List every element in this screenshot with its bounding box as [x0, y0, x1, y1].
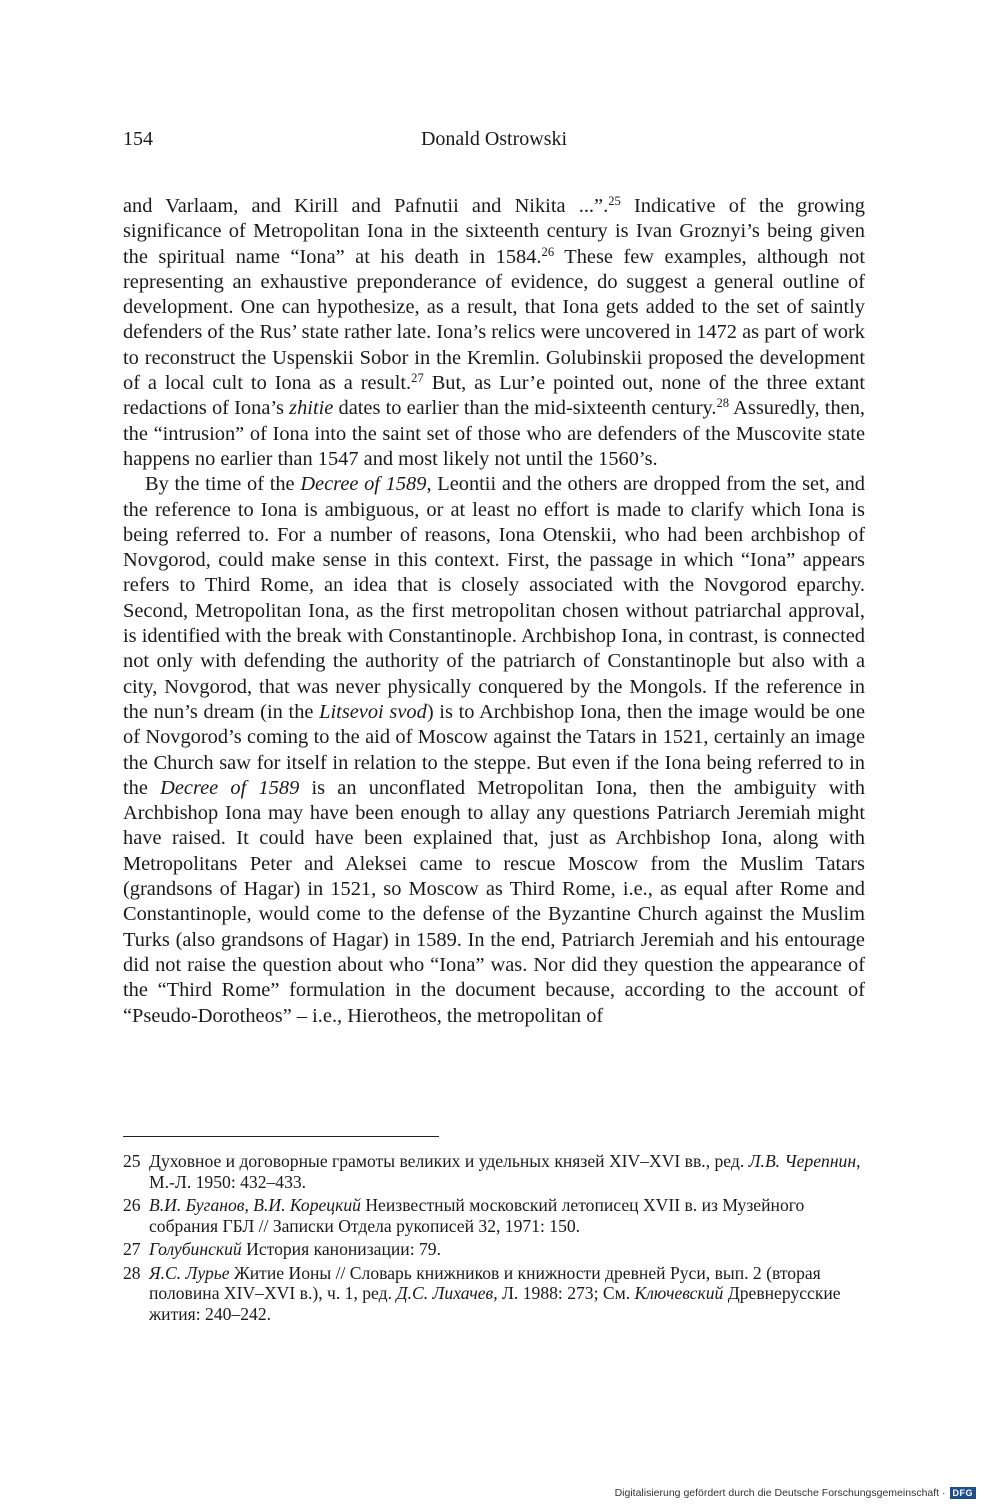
body-text [123, 194, 865, 1029]
page-header [123, 128, 865, 154]
text-run: is an unconflated Metropolitan Iona, then the ambiguity with Archbishop Iona may have been enough to allay any questions Patriarch Jeremiah might have raised. It could have been explained that, just as Archbishop Iona, along with Metropolitans Peter and Aleksei came to rescue Moscow from the Muslim Tatars (grandsons of Hagar) in 1521, so Moscow as Third Rome, i.e., as equal after Rome and Constantinople, would come to the defense of the Byzantine Church against the Muslim Turks (also grandsons of Hagar) in 1589. In the end, Patriarch Jeremiah and his entourage did not raise the question about who “Iona” was. Nor did they question the appearance of the “Third Rome” formulation in the document because, according to the account of “Pseudo-Dorotheos” – i.e., Hierotheos, the metropolitan of [123, 776, 865, 1027]
footnote-number: 28 [123, 1262, 141, 1283]
text-run: , Л. 1988: 273; См. [493, 1283, 635, 1303]
text-run: Житие Ионы // Словарь книжников и книжности древней Руси, вып. 2 (вторая половина XIV–XVI в.), ч. 1, ред. [149, 1262, 821, 1303]
text-run: История канонизации: 79. [241, 1239, 442, 1259]
footnote-25 [123, 1151, 865, 1192]
footnote-ref-25[interactable]: 25 [608, 194, 621, 209]
footnote-ref-26[interactable]: 26 [541, 244, 555, 259]
italic-author: Ключевский [634, 1283, 724, 1303]
text-run: By the time of the [145, 473, 301, 496]
dfg-logo-icon: DFG [950, 1487, 977, 1499]
text-run: Assuredly, then, the “intrusion” of Iona into the saint set of those who are defenders of the Muscovite state happens no earlier than 1547 and most likely not until the 1560’s. [123, 397, 866, 470]
footnote-ref-28[interactable]: 28 [716, 396, 730, 411]
text-run: ) is to Archbishop Iona, then the image would be one of Novgorod’s coming to the aid of Moscow against the Tatars in 1521, certainly an image the Church saw for itself in relation to the steppe. But even if the Iona being referred to in the [123, 700, 866, 799]
footnote-number: 27 [123, 1239, 141, 1259]
text-run: But, as Lur’e pointed out, none of the three extant redactions of Iona’s [123, 372, 866, 420]
text-run: , Leontii and the others are dropped from the set, and the reference to Iona is ambiguous, or at least no effort is made to clarify which Iona is being referred to. For a number of reasons, Iona Otenskii, who had been archbishop of Novgorod, could make sense in this context. First, the passage in which “Iona” appears refers to Third Rome, an idea that is closely associated with the Novgorod eparchy. Second, Metropolitan Iona, as the first metropolitan chosen without patriarchal approval, is identified with the break with Constantinople. Archbishop Iona, in contrast, is connected not only with defending the authority of the patriarch of Constantinople but also with a city, Novgorod, that was never physically conquered by the Mongols. If the reference in the nun’s dream (in the [123, 473, 865, 723]
text-run: dates to earlier than the mid-sixteenth century. [333, 397, 717, 420]
italic-title-decree: Decree of 1589 [160, 776, 300, 799]
italic-author: Я.С. Лурье [149, 1262, 230, 1283]
footnote-number: 25 [123, 1151, 141, 1171]
text-run: Духовное и договорные грамоты великих и удельных князей XIV–XVI вв., ред. [149, 1151, 749, 1171]
footnote-28 [123, 1263, 865, 1325]
text-run: These few examples, although not representing an exhaustive preponderance of evidence, do suggest a general outline of development. One can hypothesize, as a result, that Iona gets added to the set of saintly defenders of the Rus’ state rather late. Iona’s relics were uncovered in 1472 as part of work to reconstruct the Uspenskii Sobor in the Kremlin. Golubinskii proposed the development of a local cult to Iona as a result. [123, 245, 865, 395]
paragraph-2 [123, 472, 865, 1029]
italic-author: Д.С. Лихачев [396, 1283, 494, 1303]
italic-author: В.И. Буганов, В.И. Корецкий [149, 1195, 361, 1215]
footnote-number: 26 [123, 1195, 141, 1215]
paragraph-1 [123, 194, 865, 472]
footnote-ref-27[interactable]: 27 [411, 371, 424, 386]
footnote-26 [123, 1195, 865, 1236]
italic-author: Л.В. Черепнин [748, 1151, 857, 1171]
footnote-27 [123, 1239, 865, 1260]
text-run: Indicative of the growing significance of Metropolitan Iona in the sixteenth century is Ivan Groznyi’s being given the spiritual name “Iona” at his death in 1584. [123, 195, 865, 268]
running-head: Donald Ostrowski [420, 128, 568, 150]
italic-title-decree: Decree of 1589 [300, 473, 427, 496]
italic-term-zhitie: zhitie [289, 397, 334, 420]
footnotes [123, 1151, 865, 1327]
watermark-text: Digitalisierung gefördert durch die Deutsche Forschungsgemeinschaft · [614, 1487, 946, 1499]
text-run: Неизвестный московский летописец XVII в. из Музейного собрания ГБЛ // Записки Отдела рукописей 32, 1971: 150. [149, 1195, 805, 1236]
text-run: , М.-Л. 1950: 432–433. [149, 1151, 861, 1192]
text-run: Древнерусские жития: 240–242. [149, 1283, 841, 1324]
italic-author: Голубинский [149, 1239, 242, 1259]
digitization-watermark [615, 1487, 976, 1499]
page-number: 154 [123, 128, 153, 150]
text-run: and Varlaam, and Kirill and Pafnutii and Nikita ...”. [123, 195, 609, 217]
footnote-divider [123, 1136, 439, 1137]
italic-title-litsevoi-svod: Litsevoi svod [319, 700, 427, 723]
